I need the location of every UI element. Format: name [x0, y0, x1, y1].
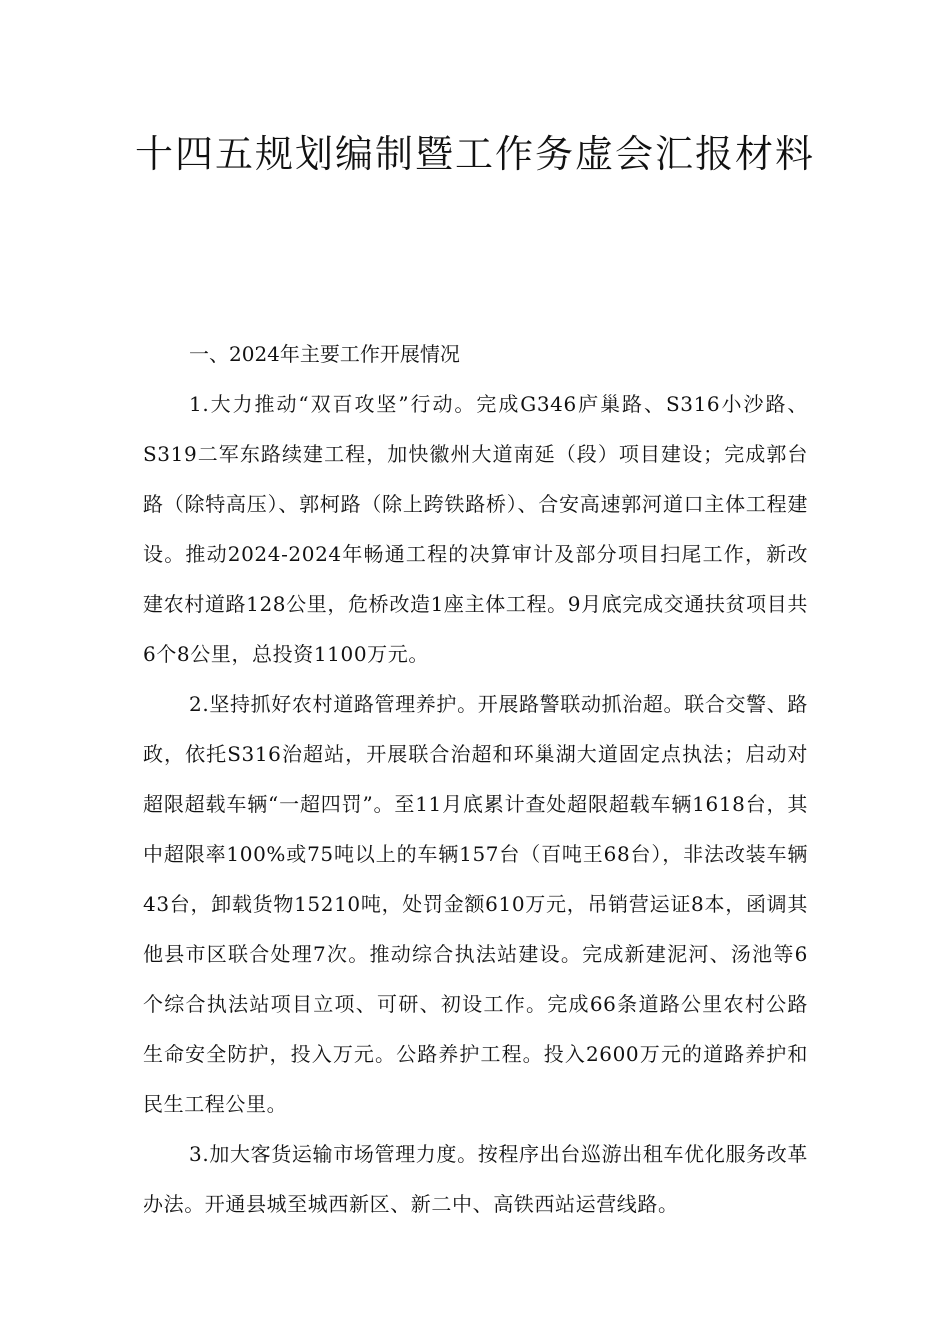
paragraph-3: 3.加大客货运输市场管理力度。按程序出台巡游出租车优化服务改革办法。开通县城至城西新区、新二中、高铁西站运营线路。 [143, 1142, 808, 1216]
section-heading: 一、2024年主要工作开展情况 [189, 342, 460, 366]
paragraph-1: 1.大力推动“双百攻坚”行动。完成G346庐巢路、S316小沙路、S319二军东路续建工程，加快徽州大道南延（段）项目建设；完成郭台路（除特高压）、郭柯路（除上跨铁路桥）、合安高速郭河道口主体工程建设。推动2024-2024年畅通工程的决算审计及部分项目扫尾工作，新改建农村道路128公里，危桥改造1座主体工程。9月底完成交通扶贫项目共6个8公里，总投资1100万元。 [143, 392, 808, 666]
document-body [143, 329, 808, 1229]
document-title: 十四五规划编制暨工作务虚会汇报材料 [134, 132, 815, 176]
paragraph-2: 2.坚持抓好农村道路管理养护。开展路警联动抓治超。联合交警、路政，依托S316治超站，开展联合治超和环巢湖大道固定点执法；启动对超限超载车辆“一超四罚”。至11月底累计查处超限超载车辆1618台，其中超限率100%或75吨以上的车辆157台（百吨王68台），非法改装车辆43台，卸载货物15210吨，处罚金额610万元，吊销营运证8本，函调其他县市区联合处理7次。推动综合执法站建设。完成新建泥河、汤池等6个综合执法站项目立项、可研、初设工作。完成66条道路公里农村公路生命安全防护，投入万元。公路养护工程。投入2600万元的道路养护和民生工程公里。 [143, 692, 808, 1116]
